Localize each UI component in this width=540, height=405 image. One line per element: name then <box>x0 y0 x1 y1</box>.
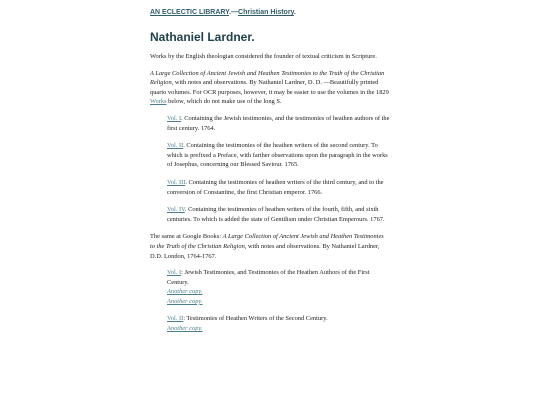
volume-item <box>167 178 390 197</box>
google-volume-2-link[interactable]: Vol. II <box>167 315 184 323</box>
volume-item <box>167 205 390 224</box>
google-volume-2-text: : Testimonies of Heathen Writers of the Second Century. <box>183 315 328 323</box>
content <box>150 8 390 342</box>
collection-text-2: below, which do not make use of the long S. <box>166 98 282 106</box>
works-link[interactable]: Works <box>150 98 167 106</box>
volume-1-link[interactable]: Vol. I <box>167 114 182 122</box>
google-book-title: A Large Collection of Ancient Jewish and Heathen Testimonies to the Truth of the Christian Religion, <box>150 233 384 250</box>
intro-paragraph: Works by the English theologian considered the founder of textual criticism in Scripture. <box>150 53 377 60</box>
another-copy-link[interactable]: Another copy. <box>167 325 203 333</box>
volume-1-text: . Containing the Jewish testimonies, and the testimonies of heathen authors of the first century. 1764. <box>167 114 390 132</box>
google-text-2: with notes and observations. By Nathaniel Lardner, D.D. London, 1764-1767. <box>150 242 380 260</box>
google-books-paragraph <box>150 232 390 261</box>
volume-list <box>167 114 390 224</box>
google-volume-item <box>167 314 390 333</box>
collection-paragraph <box>150 69 390 107</box>
volume-4-text: . Containing the testimonies of heathen writers of the fourth, fifth, and sixth centuries. To which is added the state of Gentilism under Christian Emperours. 1767. <box>167 206 385 223</box>
volume-3-text: . Containing the testimonies of heathen writers of the third century, and to the conversion of Constantine, the first Christian emperor. 1766. <box>167 178 384 196</box>
volume-3-link[interactable]: Vol. III <box>167 178 186 186</box>
google-volume-item <box>167 268 390 306</box>
breadcrumb-separator: .— <box>229 9 239 16</box>
page-title: Nathaniel Lardner. <box>150 30 255 44</box>
breadcrumb <box>150 8 390 18</box>
volume-item <box>167 114 390 133</box>
google-volume-1-link[interactable]: Vol. I <box>167 269 182 277</box>
google-text-1: The same at Google Books: <box>150 233 223 241</box>
volume-2-link[interactable]: Vol. II <box>167 142 184 150</box>
breadcrumb-home-link[interactable]: AN ECLECTIC LIBRARY <box>150 9 230 16</box>
another-copy-link[interactable]: Another copy. <box>167 288 203 296</box>
breadcrumb-end: . <box>293 9 296 16</box>
volume-4-link[interactable]: Vol. IV <box>167 206 185 214</box>
collection-text-1: with notes and observations. By Nathaniel Lardner, D. D. —Beautifully printed quarto volumes. For OCR purposes, however, it may be easier to use the volumes in the 1829 <box>150 79 389 96</box>
collection-book-title: A Large Collection of Ancient Jewish and Heathen Testimonies to the Truth of the Christian Religion, <box>150 69 385 87</box>
google-volume-1-text: : Jewish Testimonies, and Testimonies of the Heathen Authors of the First Century. <box>167 269 370 286</box>
google-volume-list <box>167 268 390 334</box>
another-copy-link[interactable]: Another copy. <box>167 297 203 305</box>
breadcrumb-section-link[interactable]: Christian History <box>238 9 294 16</box>
volume-2-text: . Containing the testimonies of the heathen writers of the second century. To which is prefixed a Preface, with farther observations upon the paragraph in the works of Josephus, concerning our Blessed Saviour. 1765. <box>167 142 388 169</box>
volume-item <box>167 141 390 170</box>
